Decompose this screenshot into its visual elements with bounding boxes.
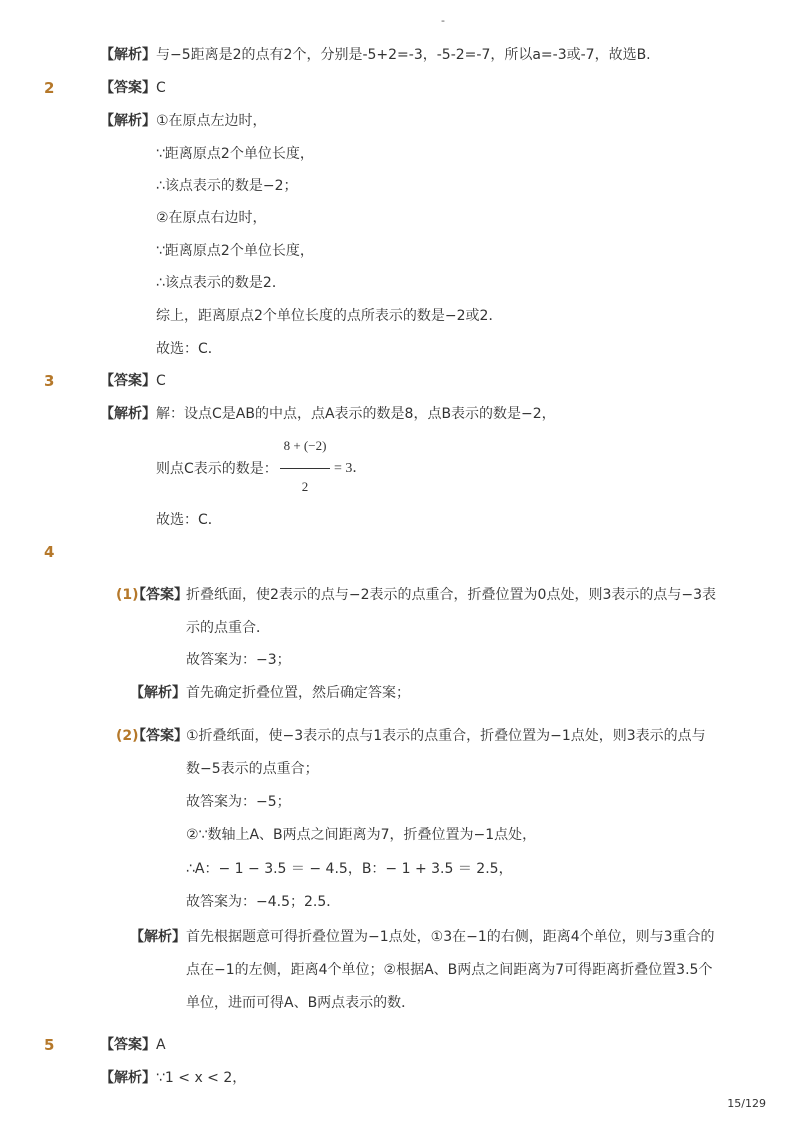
answer-label: 【答案】	[100, 80, 156, 96]
answer-label: 【答案】	[100, 1037, 156, 1053]
q5-answer: A	[156, 1037, 166, 1053]
header-mark: -	[441, 14, 445, 27]
analysis-label: 【解析】	[130, 929, 186, 945]
q4-2-answer-line: ∴A：− 1 − 3.5 ＝ − 4.5，B：− 1 + 3.5 ＝ 2.5，	[186, 861, 513, 877]
subquestion-2-label: (2)	[116, 728, 139, 744]
q4-1-answer-line: 示的点重合．	[186, 620, 270, 636]
q4-2-answer-line: 数−5表示的点重合；	[186, 761, 319, 777]
q5-analysis: ∵1 < x < 2，	[156, 1070, 247, 1086]
question-number-4: 4	[44, 543, 55, 561]
analysis-label: 【解析】	[100, 47, 156, 63]
q2-line: ①在原点左边时，	[156, 113, 267, 129]
fraction-bar	[280, 468, 330, 469]
question-number-3: 3	[44, 372, 55, 390]
q4-1-answer-line: 折叠纸面，使2表示的点与−2表示的点重合，折叠位置为0点处，则3表示的点与−3表	[186, 587, 716, 603]
q2-line: ∵距离原点2个单位长度，	[156, 146, 314, 162]
q2-line: ∴该点表示的数是2．	[156, 275, 286, 291]
q4-2-analysis-line: 单位，进而可得A、B两点表示的数．	[186, 995, 416, 1011]
q3-line-1: 解：设点C是AB的中点，点A表示的数是8，点B表示的数是−2，	[156, 406, 556, 422]
page-number: 15/129	[727, 1097, 766, 1110]
analysis-label: 【解析】	[100, 1070, 156, 1086]
q4-1-analysis: 首先确定折叠位置，然后确定答案；	[186, 685, 410, 701]
answer-label: 【答案】	[132, 587, 188, 603]
q3-fraction	[280, 436, 330, 497]
q3-prefix: 则点C表示的数是：	[156, 461, 278, 477]
q2-line: 故选：C．	[156, 341, 222, 357]
analysis-label: 【解析】	[100, 406, 156, 422]
question-number-2: 2	[44, 79, 55, 97]
q4-2-analysis-line: 首先根据题意可得折叠位置为−1点处，①3在−1的右侧，距离4个单位，则与3重合的	[186, 929, 715, 945]
q4-2-answer-line: 故答案为：−4.5；2.5．	[186, 894, 341, 910]
q4-2-analysis-line: 点在−1的左侧，距离4个单位；②根据A、B两点之间距离为7可得距离折叠位置3.5个	[186, 962, 713, 978]
q4-1-answer-line: 故答案为：−3；	[186, 652, 291, 668]
q4-2-answer-line: 故答案为：−5；	[186, 794, 291, 810]
q2-line: ∴该点表示的数是−2；	[156, 178, 298, 194]
q4-2-answer-line: ①折叠纸面，使−3表示的点与1表示的点重合，折叠位置为−1点处，则3表示的点与	[186, 728, 706, 744]
answer-label: 【答案】	[100, 373, 156, 389]
q2-line: ②在原点右边时，	[156, 210, 267, 226]
q3-suffix: = 3．	[334, 461, 367, 476]
fraction-numerator: 8 + (−2)	[283, 438, 327, 453]
fraction-denominator: 2	[301, 479, 309, 494]
q4-2-answer-line: ②∵数轴上A、B两点之间距离为7，折叠位置为−1点处，	[186, 827, 537, 843]
answer-label: 【答案】	[132, 728, 188, 744]
q2-line: ∵距离原点2个单位长度，	[156, 243, 314, 259]
analysis-label: 【解析】	[130, 685, 186, 701]
q3-line-3: 故选：C．	[156, 512, 222, 528]
q2-line: 综上，距离原点2个单位长度的点所表示的数是−2或2．	[156, 308, 503, 324]
question-number-5: 5	[44, 1036, 55, 1054]
subquestion-1-label: (1)	[116, 587, 139, 603]
analysis-label: 【解析】	[100, 113, 156, 129]
q3-answer: C	[156, 373, 166, 389]
top-analysis-text: 与−5距离是2的点有2个，分别是-5+2=-3，-5-2=-7，所以a=-3或-7，故选B.	[156, 47, 651, 63]
q2-answer: C	[156, 80, 166, 96]
